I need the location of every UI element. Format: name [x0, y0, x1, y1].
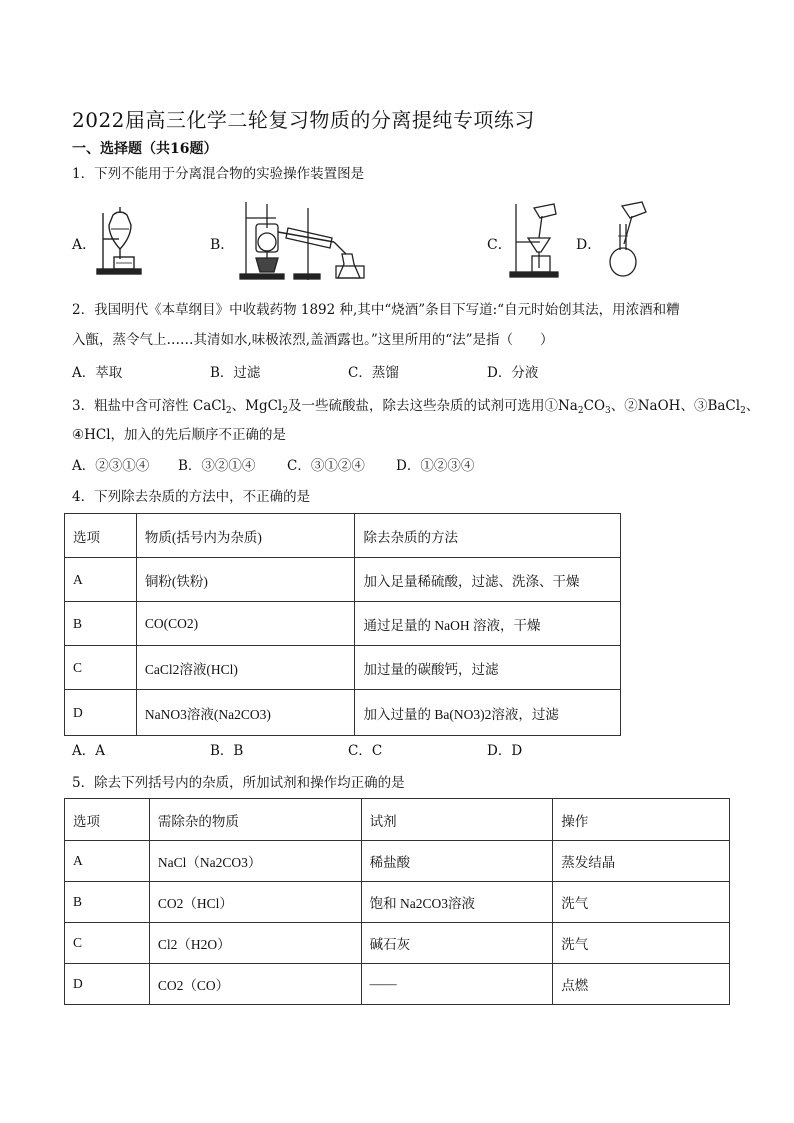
- table-header-cell: 需除杂的物质: [149, 799, 361, 841]
- table-header-cell: 选项: [65, 799, 150, 841]
- table-cell: CaCl2溶液(HCl): [136, 646, 355, 690]
- table-row: [65, 558, 621, 602]
- table-header-cell: 操作: [553, 799, 730, 841]
- q2-option-b: B．过滤: [210, 365, 261, 381]
- table-cell: 洗气: [553, 923, 730, 964]
- page-title: 2022届高三化学二轮复习物质的分离提纯专项练习: [72, 108, 535, 132]
- table-row: [65, 964, 730, 1005]
- table-row: [65, 923, 730, 964]
- table-header-cell: 选项: [65, 514, 137, 558]
- q3-stem-line2: ④HCl，加入的先后顺序不正确的是: [72, 427, 287, 443]
- q4-option-c: C．C: [348, 743, 383, 759]
- table-cell: 加入过量的 Ba(NO3)2溶液，过滤: [355, 690, 621, 736]
- table-header-row: [65, 799, 730, 841]
- table-header-cell: 物质(括号内为杂质): [136, 514, 355, 558]
- table-cell: C: [65, 923, 150, 964]
- section-heading: 一、选择题（共16题）: [72, 141, 218, 157]
- table-cell: NaNO3溶液(Na2CO3): [136, 690, 355, 736]
- table-cell: CO(CO2): [136, 602, 355, 646]
- table-cell: 通过足量的 NaOH 溶液，干燥: [355, 602, 621, 646]
- q4-table: [64, 513, 621, 736]
- table-row: [65, 882, 730, 923]
- q2-option-d: D．分液: [487, 365, 539, 381]
- table-cell: B: [65, 882, 150, 923]
- table-cell: NaCl（Na2CO3）: [149, 841, 361, 882]
- table-cell: A: [65, 558, 137, 602]
- q5-stem: 5．除去下列括号内的杂质，所加试剂和操作均正确的是: [72, 775, 405, 791]
- q2-option-c: C．蒸馏: [348, 365, 399, 381]
- q3-option-b: B．③②①④: [178, 458, 256, 474]
- q1-option-d-label: D．: [576, 237, 602, 253]
- table-cell: 蒸发结晶: [553, 841, 730, 882]
- table-cell: 加入足量稀硫酸，过滤、洗涤、干燥: [355, 558, 621, 602]
- q4-option-a: A．A: [72, 743, 105, 759]
- q5-table: [64, 798, 730, 1005]
- q3-stem-line1: 3．粗盐中含可溶性 CaCl$_2$、MgCl$_2$及一些硫酸盐，除去这些杂质的试剂可选用$①Na_2CO_3$、②NaOH、③BaCl$_2$、: [72, 398, 760, 416]
- table-cell: CO2（CO）: [149, 964, 361, 1005]
- q1-stem: 1．下列不能用于分离混合物的实验操作装置图是: [72, 166, 365, 182]
- q2-stem-line2: 入甑，蒸令气上……其清如水,味极浓烈,盖酒露也。”这里所用的“法”是指（ ）: [72, 332, 554, 348]
- table-row: [65, 602, 621, 646]
- q1-option-b-label: B．: [210, 237, 235, 253]
- table-cell: C: [65, 646, 137, 690]
- filtration-apparatus-figure: [508, 198, 560, 280]
- q2-option-a: A．萃取: [72, 365, 123, 381]
- table-cell: 洗气: [553, 882, 730, 923]
- table-header-cell: 除去杂质的方法: [355, 514, 621, 558]
- table-cell: D: [65, 964, 150, 1005]
- table-cell: A: [65, 841, 150, 882]
- table-row: [65, 646, 621, 690]
- q1-option-a-label: A．: [72, 237, 97, 253]
- table-cell: ——: [361, 964, 553, 1005]
- q3-option-d: D．①②③④: [396, 458, 475, 474]
- q2-stem-line1: 2．我国明代《本草纲目》中收载药物 1892 种,其中“烧酒”条目下写道:“自元时始创其法，用浓酒和糟: [72, 302, 680, 318]
- q4-option-b: B．B: [210, 743, 244, 759]
- table-header-cell: 试剂: [361, 799, 553, 841]
- table-cell: D: [65, 690, 137, 736]
- q3-option-c: C．③①②④: [287, 458, 365, 474]
- table-cell: Cl2（H2O）: [149, 923, 361, 964]
- separatory-funnel-apparatus-figure: [95, 205, 145, 277]
- table-cell: 稀盐酸: [361, 841, 553, 882]
- table-cell: 点燃: [553, 964, 730, 1005]
- table-row: [65, 841, 730, 882]
- table-header-row: [65, 514, 621, 558]
- table-cell: 饱和 Na2CO3溶液: [361, 882, 553, 923]
- volumetric-flask-figure: [606, 200, 656, 282]
- q4-option-d: D．D: [487, 743, 523, 759]
- q4-stem: 4．下列除去杂质的方法中，不正确的是: [72, 489, 311, 505]
- table-row: [65, 690, 621, 736]
- q3-option-a: A．②③①④: [72, 458, 150, 474]
- distillation-apparatus-figure: [238, 198, 376, 282]
- table-cell: B: [65, 602, 137, 646]
- table-cell: CO2（HCl）: [149, 882, 361, 923]
- table-cell: 铜粉(铁粉): [136, 558, 355, 602]
- table-cell: 加过量的碳酸钙，过滤: [355, 646, 621, 690]
- table-cell: 碱石灰: [361, 923, 553, 964]
- q1-option-c-label: C．: [487, 237, 512, 253]
